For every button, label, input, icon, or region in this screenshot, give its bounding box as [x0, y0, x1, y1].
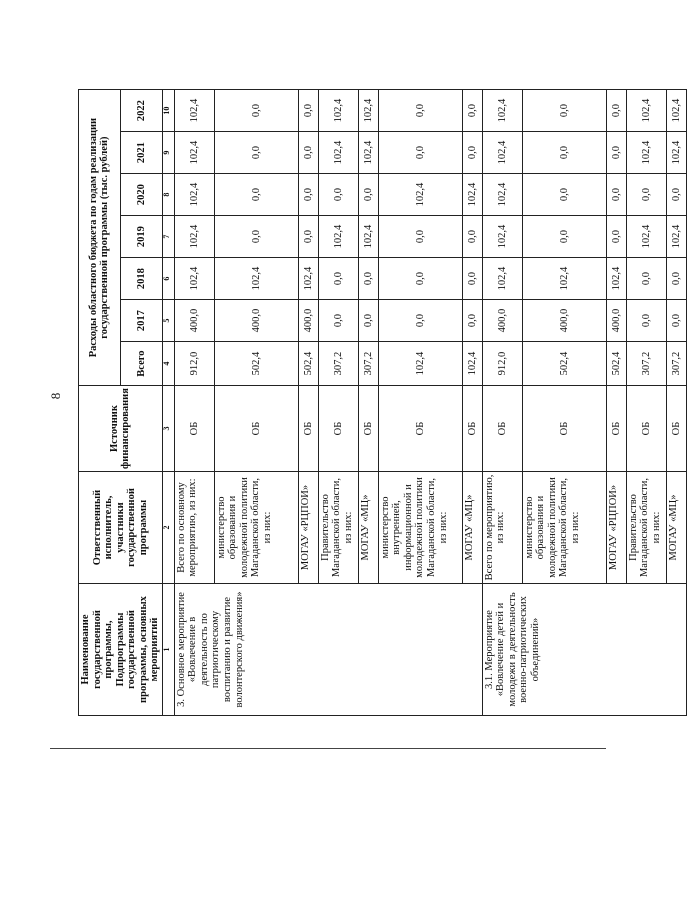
- header-year: 2020: [120, 174, 162, 216]
- total-cell: 502,4: [214, 342, 298, 386]
- header-row-1: [79, 90, 121, 716]
- year-value-cell: 0,0: [298, 216, 318, 258]
- year-value-cell: 400,0: [214, 300, 298, 342]
- year-value-cell: 0,0: [378, 258, 462, 300]
- year-value-cell: 0,0: [298, 174, 318, 216]
- year-value-cell: 400,0: [522, 300, 606, 342]
- executor-cell: Всего по мероприятию, из них:: [482, 472, 522, 584]
- header-expenses: Расходы областного бюджета по годам реализации государственной программы (тыс. рублей): [79, 90, 121, 386]
- total-cell: 502,4: [606, 342, 626, 386]
- table-row: [482, 90, 522, 716]
- program-name-cell: 3.1. Мероприятие «Вовлечение детей и молодежи в деятельность военно-патриотических объединений»: [482, 584, 686, 716]
- year-value-cell: 102,4: [318, 216, 358, 258]
- year-value-cell: 0,0: [462, 132, 482, 174]
- source-cell: ОБ: [298, 386, 318, 472]
- year-value-cell: 0,0: [378, 300, 462, 342]
- executor-cell: МОГАУ «МЦ»: [666, 472, 686, 584]
- year-value-cell: 102,4: [174, 174, 214, 216]
- year-value-cell: 0,0: [522, 132, 606, 174]
- executor-cell: МОГАУ «МЦ»: [462, 472, 482, 584]
- executor-cell: министерство образования и молодежной политики Магаданской области, из них:: [214, 472, 298, 584]
- index-cell: 8: [162, 174, 174, 216]
- year-value-cell: 0,0: [606, 132, 626, 174]
- year-value-cell: 102,4: [482, 258, 522, 300]
- year-value-cell: 102,4: [482, 174, 522, 216]
- budget-table: [78, 89, 687, 716]
- executor-cell: Правительство Магаданской области, из них:: [318, 472, 358, 584]
- year-value-cell: 0,0: [378, 132, 462, 174]
- source-cell: ОБ: [666, 386, 686, 472]
- page-content: [48, 28, 682, 736]
- year-value-cell: 0,0: [358, 258, 378, 300]
- year-value-cell: 102,4: [482, 216, 522, 258]
- executor-cell: МОГАУ «РЦПОИ»: [298, 472, 318, 584]
- total-cell: 102,4: [462, 342, 482, 386]
- year-value-cell: 102,4: [666, 132, 686, 174]
- source-cell: ОБ: [462, 386, 482, 472]
- table-row: [174, 90, 214, 716]
- year-value-cell: 102,4: [626, 90, 666, 132]
- year-value-cell: 0,0: [462, 216, 482, 258]
- year-value-cell: 0,0: [298, 132, 318, 174]
- index-cell: 4: [162, 342, 174, 386]
- year-value-cell: 102,4: [214, 258, 298, 300]
- year-value-cell: 0,0: [462, 300, 482, 342]
- year-value-cell: 0,0: [606, 90, 626, 132]
- total-cell: 307,2: [626, 342, 666, 386]
- year-value-cell: 102,4: [174, 132, 214, 174]
- year-value-cell: 102,4: [482, 90, 522, 132]
- year-value-cell: 0,0: [318, 300, 358, 342]
- executor-cell: министерство внутренней, информационной и молодежной политики Магаданской области, из них:: [378, 472, 462, 584]
- year-value-cell: 0,0: [318, 258, 358, 300]
- year-value-cell: 0,0: [606, 216, 626, 258]
- year-value-cell: 0,0: [522, 216, 606, 258]
- year-value-cell: 0,0: [626, 174, 666, 216]
- year-value-cell: 102,4: [358, 216, 378, 258]
- executor-cell: Правительство Магаданской области, из них:: [626, 472, 666, 584]
- year-value-cell: 0,0: [214, 216, 298, 258]
- year-value-cell: 0,0: [378, 216, 462, 258]
- source-cell: ОБ: [482, 386, 522, 472]
- index-cell: 1: [162, 584, 174, 716]
- year-value-cell: 102,4: [298, 258, 318, 300]
- year-value-cell: 400,0: [482, 300, 522, 342]
- year-value-cell: 102,4: [378, 174, 462, 216]
- year-value-cell: 0,0: [214, 90, 298, 132]
- page-number: 8: [48, 392, 63, 400]
- index-cell: 2: [162, 472, 174, 584]
- header-total: Всего: [120, 342, 162, 386]
- header-year: 2018: [120, 258, 162, 300]
- source-cell: ОБ: [318, 386, 358, 472]
- year-value-cell: 102,4: [174, 258, 214, 300]
- index-cell: 5: [162, 300, 174, 342]
- header-year: 2017: [120, 300, 162, 342]
- year-value-cell: 0,0: [378, 90, 462, 132]
- year-value-cell: 400,0: [606, 300, 626, 342]
- year-value-cell: 102,4: [482, 132, 522, 174]
- header-year: 2022: [120, 90, 162, 132]
- header-year: 2019: [120, 216, 162, 258]
- source-cell: ОБ: [378, 386, 462, 472]
- source-cell: ОБ: [626, 386, 666, 472]
- year-value-cell: 0,0: [358, 300, 378, 342]
- year-value-cell: 102,4: [606, 258, 626, 300]
- year-value-cell: 102,4: [318, 90, 358, 132]
- source-cell: ОБ: [358, 386, 378, 472]
- year-value-cell: 400,0: [174, 300, 214, 342]
- total-cell: 307,2: [318, 342, 358, 386]
- year-value-cell: 0,0: [298, 90, 318, 132]
- total-cell: 912,0: [482, 342, 522, 386]
- total-cell: 307,2: [666, 342, 686, 386]
- year-value-cell: 102,4: [462, 174, 482, 216]
- year-value-cell: 102,4: [174, 90, 214, 132]
- year-value-cell: 400,0: [298, 300, 318, 342]
- year-value-cell: 0,0: [462, 90, 482, 132]
- program-name-cell: 3. Основное мероприятие «Вовлечение в деятельность по патриотическому воспитанию и развитие волонтерского движения»: [174, 584, 482, 716]
- index-cell: 6: [162, 258, 174, 300]
- executor-cell: МОГАУ «МЦ»: [358, 472, 378, 584]
- year-value-cell: 0,0: [666, 258, 686, 300]
- year-value-cell: 102,4: [626, 132, 666, 174]
- executor-cell: министерство образования и молодежной политики Магаданской области, из них:: [522, 472, 606, 584]
- source-cell: ОБ: [606, 386, 626, 472]
- header-name: Наименование государственной программы, Подпрограммы государственной программы, основных мероприятий: [79, 584, 163, 716]
- year-value-cell: 0,0: [522, 90, 606, 132]
- year-value-cell: 0,0: [522, 174, 606, 216]
- total-cell: 502,4: [298, 342, 318, 386]
- executor-cell: Всего по основному мероприятию, из них:: [174, 472, 214, 584]
- header-source: Источник финансирования: [79, 386, 163, 472]
- index-cell: 10: [162, 90, 174, 132]
- header-exec: Ответственный исполнитель, участники государственной программы: [79, 472, 163, 584]
- index-cell: 3: [162, 386, 174, 472]
- year-value-cell: 0,0: [626, 300, 666, 342]
- year-value-cell: 0,0: [666, 174, 686, 216]
- year-value-cell: 0,0: [666, 300, 686, 342]
- source-cell: ОБ: [174, 386, 214, 472]
- header-year: 2021: [120, 132, 162, 174]
- source-cell: ОБ: [214, 386, 298, 472]
- year-value-cell: 102,4: [318, 132, 358, 174]
- total-cell: 502,4: [522, 342, 606, 386]
- year-value-cell: 0,0: [462, 258, 482, 300]
- year-value-cell: 102,4: [522, 258, 606, 300]
- year-value-cell: 0,0: [626, 258, 666, 300]
- total-cell: 102,4: [378, 342, 462, 386]
- year-value-cell: 0,0: [214, 132, 298, 174]
- year-value-cell: 102,4: [358, 90, 378, 132]
- year-value-cell: 102,4: [626, 216, 666, 258]
- year-value-cell: 0,0: [358, 174, 378, 216]
- year-value-cell: 102,4: [174, 216, 214, 258]
- total-cell: 912,0: [174, 342, 214, 386]
- index-cell: 7: [162, 216, 174, 258]
- source-cell: ОБ: [522, 386, 606, 472]
- index-row: [162, 90, 174, 716]
- bottom-rule: [50, 748, 606, 749]
- year-value-cell: 0,0: [606, 174, 626, 216]
- year-value-cell: 102,4: [666, 90, 686, 132]
- index-cell: 9: [162, 132, 174, 174]
- year-value-cell: 0,0: [214, 174, 298, 216]
- year-value-cell: 102,4: [358, 132, 378, 174]
- total-cell: 307,2: [358, 342, 378, 386]
- executor-cell: МОГАУ «РЦПОИ»: [606, 472, 626, 584]
- year-value-cell: 102,4: [666, 216, 686, 258]
- year-value-cell: 0,0: [318, 174, 358, 216]
